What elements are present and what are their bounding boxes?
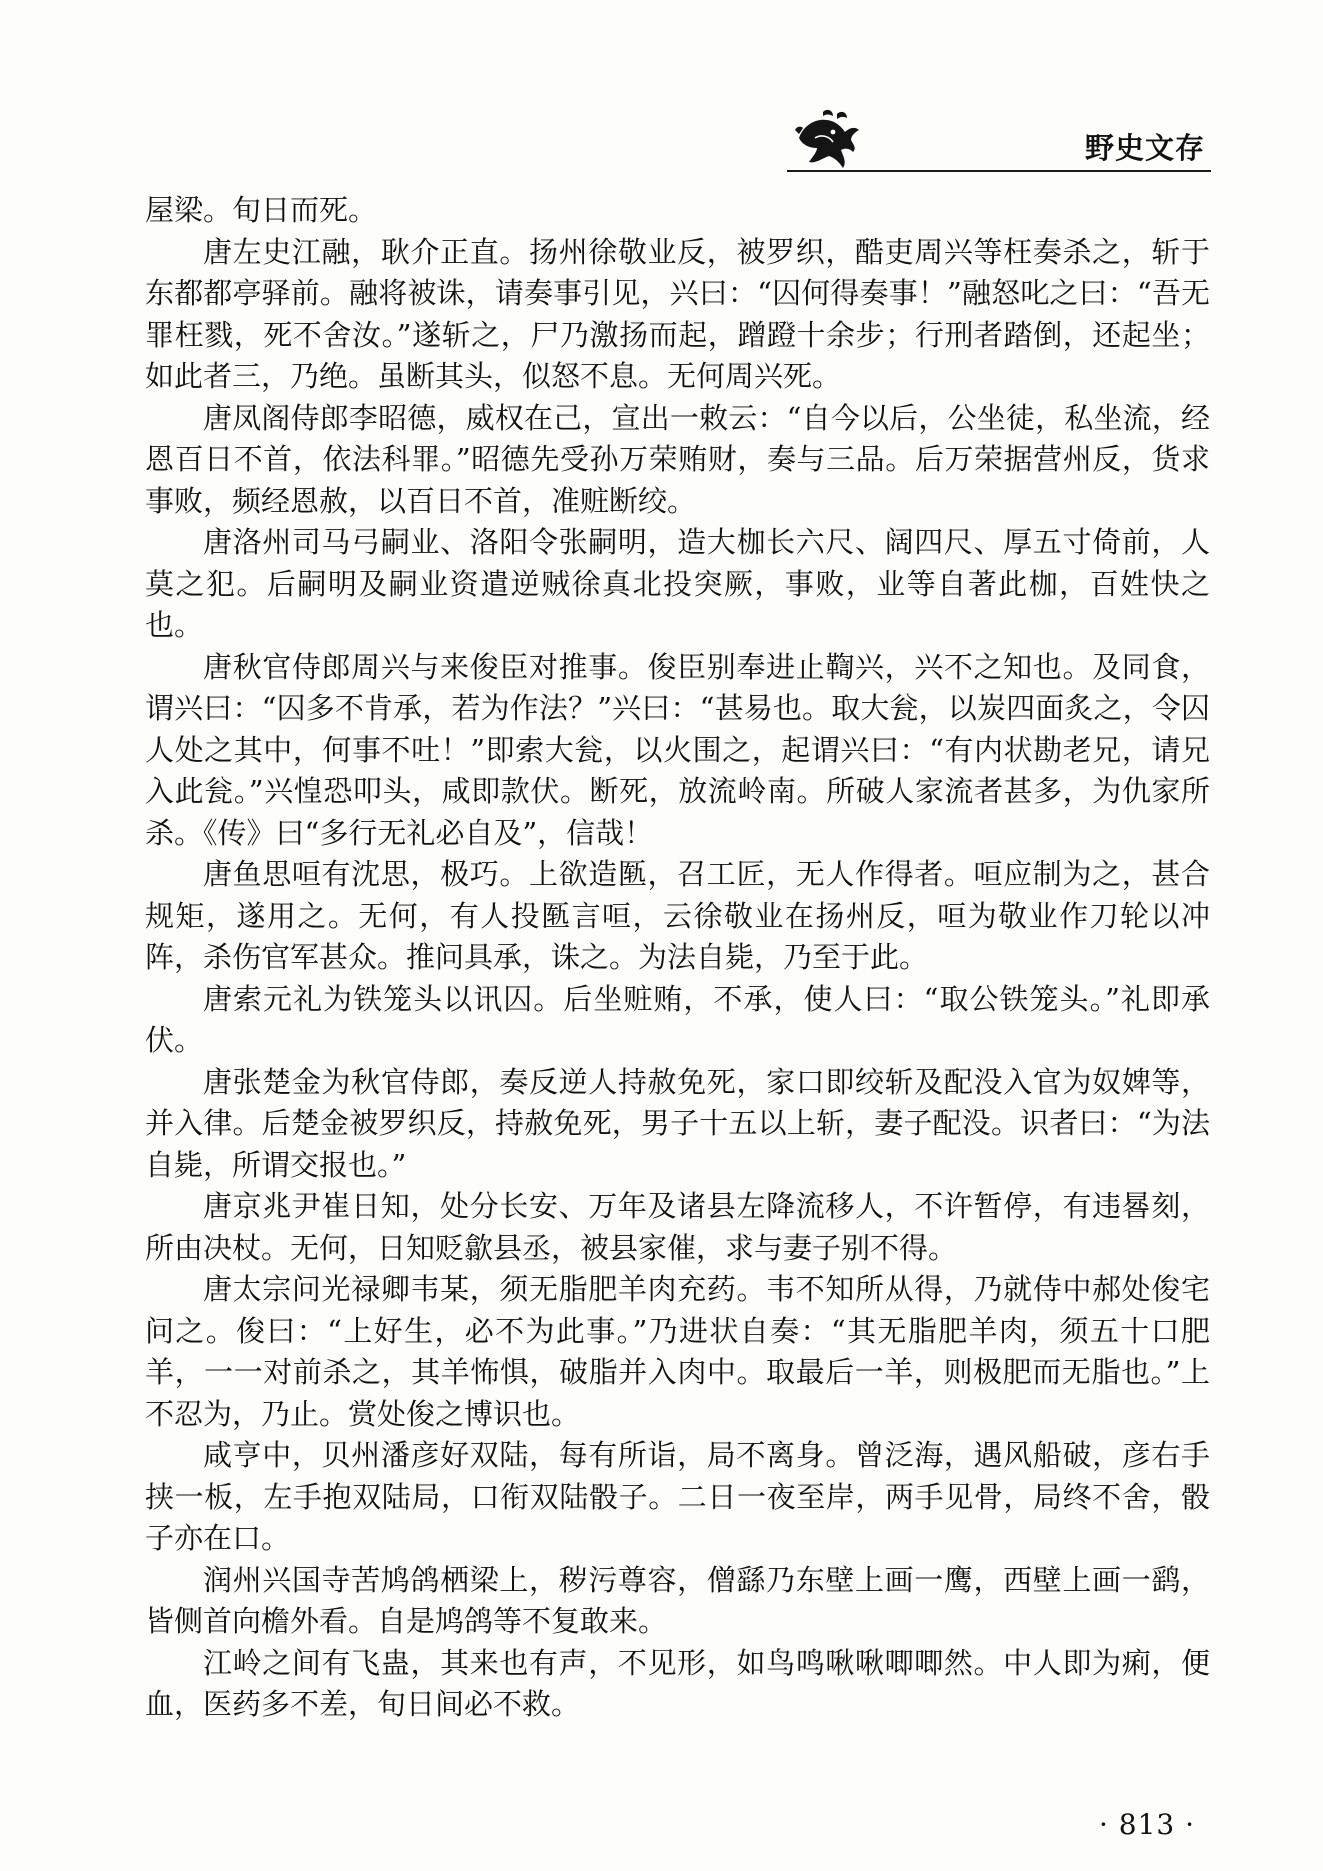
- paragraph: 唐洛州司马弓嗣业、洛阳令张嗣明，造大枷长六尺、阔四尺、厚五寸倚前，人莫之犯。后嗣明及嗣业资遣逆贼徐真北投突厥，事败，业等自著此枷，百姓快之也。: [145, 525, 1210, 642]
- paragraph: 唐索元礼为铁笼头以讯囚。后坐赃贿，不承，使人曰：“取公铁笼头。”礼即承伏。: [145, 981, 1210, 1057]
- section-title: 野史文存: [1084, 131, 1205, 165]
- paragraph: 屋梁。旬日而死。: [145, 193, 378, 227]
- running-header: [787, 108, 1211, 180]
- paragraph: 唐鱼思咺有沈思，极巧。上欲造匦，召工匠，无人作得者。咺应制为之，甚合规矩，遂用之。无何，有人投匦言咺，云徐敬业在扬州反，咺为敬业作刀轮以冲阵，杀伤官军甚众。推问具承，诛之。为法自毙，乃至于此。: [145, 857, 1210, 974]
- paragraph: 唐太宗问光禄卿韦某，须无脂肥羊肉充药。韦不知所从得，乃就侍中郝处俊宅问之。俊曰：“上好生，必不为此事。”乃进状自奏：“其无脂肥羊肉，须五十口肥羊，一一对前杀之，其羊怖惧，破脂并入肉中。取最后一羊，则极肥而无脂也。”上不忍为，乃止。赏处俊之博识也。: [145, 1272, 1210, 1431]
- dragon-emblem-icon: [793, 108, 863, 170]
- main-text: [145, 190, 1210, 1726]
- paragraph: 润州兴国寺苦鸠鸽栖梁上，秽污尊容，僧繇乃东壁上画一鹰，西壁上画一鹞，皆侧首向檐外看。自是鸠鸽等不复敢来。: [145, 1562, 1210, 1638]
- paragraph: 唐张楚金为秋官侍郎，奏反逆人持赦免死，家口即绞斩及配没入官为奴婢等，并入律。后楚金被罗织反，持赦免死，男子十五以上斩，妻子配没。识者曰：“为法自毙，所谓交报也。”: [145, 1064, 1210, 1182]
- paragraph: 唐秋官侍郎周兴与来俊臣对推事。俊臣别奉进止鞫兴，兴不之知也。及同食，谓兴曰：“囚多不肯承，若为作法？”兴曰：“甚易也。取大瓮，以炭四面炙之，令囚人处之其中，何事不吐！”即索大瓮，以火围之，起谓兴曰：“有内状勘老兄，请兄入此瓮。”兴惶恐叩头，咸即款伏。断死，放流岭南。所破人家流者甚多，为仇家所杀。《传》曰“多行无礼必自及”，信哉！: [145, 649, 1210, 850]
- paragraph: 咸亨中，贝州潘彦好双陆，每有所诣，局不离身。曾泛海，遇风船破，彦右手挟一板，左手抱双陆局，口衔双陆骰子。二日一夜至岸，两手见骨，局终不舍，骰子亦在口。: [145, 1438, 1210, 1555]
- paragraph: 唐左史江融，耿介正直。扬州徐敬业反，被罗织，酷吏周兴等枉奏杀之，斩于东都都亭驿前。融将被诛，请奏事引见，兴曰：“囚何得奏事！”融怒叱之曰：“吾无罪枉戮，死不舍汝。”遂斩之，尸乃激扬而起，蹭蹬十余步；行刑者踏倒，还起坐；如此者三，乃绝。虽断其头，似怒不息。无何周兴死。: [145, 234, 1210, 393]
- paragraph: 唐京兆尹崔日知，处分长安、万年及诸县左降流移人，不许暂停，有违晷刻，所由决杖。无何，日知贬歙县丞，被县家催，求与妻子别不得。: [145, 1189, 1210, 1265]
- paragraph: 唐凤阁侍郎李昭德，威权在己，宣出一敕云：“自今以后，公坐徒，私坐流，经恩百日不首，依法科罪。”昭德先受孙万荣贿财，奏与三品。后万荣据营州反，货求事败，频经恩赦，以百日不首，准赃断绞。: [145, 400, 1210, 518]
- paragraph: 江岭之间有飞蛊，其来也有声，不见形，如鸟鸣啾啾唧唧然。中人即为痢，便血，医药多不差，旬日间必不救。: [145, 1645, 1210, 1721]
- page-number: · 813 ·: [1098, 1808, 1195, 1841]
- header-divider: [787, 170, 1211, 172]
